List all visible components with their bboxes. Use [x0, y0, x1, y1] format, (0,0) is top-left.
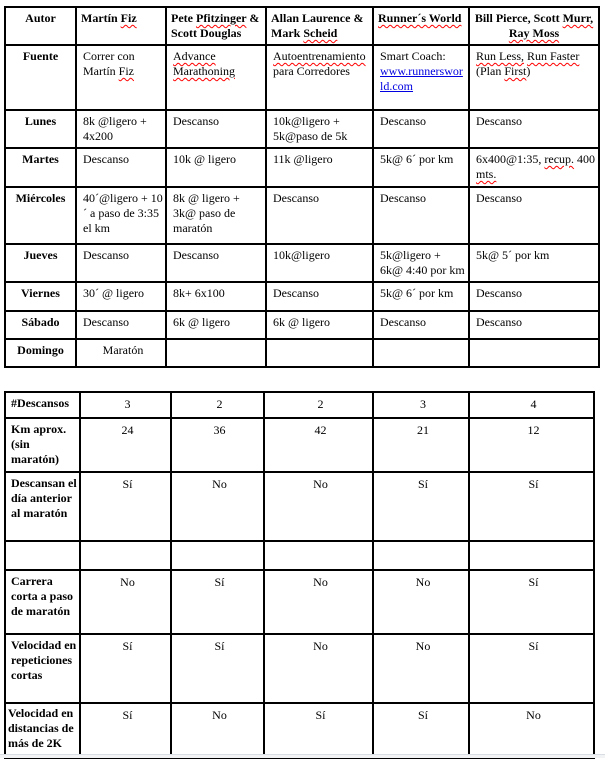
cell: [166, 110, 266, 148]
text-segment: Descanso: [380, 114, 426, 128]
cell: [373, 187, 469, 244]
text-segment: Sí: [122, 477, 133, 491]
misspelled-text: Pfitzinger: [195, 11, 247, 25]
cell: [373, 472, 469, 541]
text-segment: 5k@ 6´ por km: [380, 152, 454, 166]
text-segment: Descanso: [83, 248, 129, 262]
row-label: Miércoles: [5, 187, 76, 244]
cell: [266, 110, 373, 148]
cell: [76, 187, 166, 244]
text-segment: Descanso: [380, 191, 426, 205]
cell: [469, 187, 599, 244]
text-segment: Smart Coach:: [380, 49, 446, 63]
misspelled-text: Runner´s World: [378, 11, 462, 25]
cell: [469, 311, 599, 339]
summary-row-velocidad-en-repeticiones-cortas: [5, 634, 594, 703]
cell: [373, 392, 469, 418]
row-label: Velocidad en repeticiones cortas: [5, 634, 80, 703]
cell: [266, 7, 373, 45]
cell: [469, 634, 594, 703]
text-segment: Sí: [214, 575, 225, 589]
cell: [166, 45, 266, 110]
text-segment: Martín: [81, 11, 121, 25]
cell: [373, 282, 469, 311]
text-segment: Sí: [417, 477, 428, 491]
text-segment: ): [526, 64, 531, 78]
cell: [166, 339, 266, 367]
cell: [469, 45, 599, 110]
row-label: Jueves: [5, 244, 76, 282]
text-segment: Descanso: [83, 315, 129, 329]
text-segment: 36: [213, 423, 226, 437]
text-segment: 2: [317, 397, 324, 411]
cell: [469, 7, 599, 45]
cell: [171, 570, 264, 634]
cell: [373, 339, 469, 367]
cell: [469, 110, 599, 148]
text-segment: (Plan: [476, 64, 505, 78]
cell: [373, 244, 469, 282]
text-segment: 8k @ ligero + 3k@ paso de maratón: [173, 191, 240, 235]
text-segment: Descanso: [273, 286, 319, 300]
misspelled-text: Autoentrenamiento: [273, 49, 366, 63]
text-segment: 12: [527, 423, 540, 437]
cell: [80, 472, 171, 541]
cell: [469, 244, 599, 282]
text-segment: 2: [216, 397, 223, 411]
cell: [373, 418, 469, 472]
cell: [171, 634, 264, 703]
row-label: Domingo: [5, 339, 76, 367]
cell: [266, 187, 373, 244]
plan-row-autor: [5, 7, 599, 45]
text-segment: 5k@ 5´ por km: [476, 248, 550, 262]
cell: [469, 282, 599, 311]
cell: [266, 244, 373, 282]
text-segment: Sí: [122, 708, 133, 722]
text-segment: 11k @ligero: [273, 152, 333, 166]
misspelled-text: Advance Marathoning: [173, 49, 235, 78]
misspelled-text: recup.: [544, 152, 575, 166]
text-segment: No: [313, 639, 328, 653]
summary-row-km-aprox-sin-maraton: [5, 418, 594, 472]
misspelled-text: Scheid: [303, 26, 338, 40]
cell: [171, 418, 264, 472]
cell: [264, 541, 373, 570]
cell: [469, 570, 594, 634]
row-label: Lunes: [5, 110, 76, 148]
text-segment: 6x400@1:35,: [476, 152, 545, 166]
cell: [266, 45, 373, 110]
text-segment: Sí: [315, 708, 326, 722]
text-segment: No: [415, 639, 431, 653]
text-segment: Descanso: [476, 315, 522, 329]
cell: [171, 541, 264, 570]
cell: [76, 339, 166, 367]
cell: [373, 311, 469, 339]
misspelled-text: Run Less,: [476, 49, 524, 63]
cell: [171, 472, 264, 541]
training-plans-table: [4, 6, 600, 368]
text-segment: Descanso: [476, 286, 522, 300]
window-edge: [0, 754, 605, 758]
row-label: Autor: [5, 7, 76, 45]
text-segment: No: [120, 575, 135, 589]
text-segment: Descanso: [380, 315, 426, 329]
row-label: Carrera corta a paso de maratón: [5, 570, 80, 634]
row-label: Viernes: [5, 282, 76, 311]
text-segment: Descanso: [173, 114, 219, 128]
misspelled-text: Fiz: [120, 11, 137, 25]
text-segment: No: [313, 477, 328, 491]
text-segment: No: [212, 708, 227, 722]
cell: [469, 148, 599, 187]
text-segment: 24: [121, 423, 134, 437]
cell: [76, 45, 166, 110]
cell: [166, 187, 266, 244]
text-segment: 6k @ ligero: [173, 315, 231, 329]
text-segment: Pete: [171, 11, 196, 25]
cell: [373, 45, 469, 110]
text-segment: Sí: [528, 477, 539, 491]
misspelled-text: Murr,: [562, 11, 594, 25]
cell: [469, 418, 594, 472]
cell: [373, 110, 469, 148]
summary-row-velocidad-en-distancias-de-mas-de-2k: [5, 703, 594, 758]
misspelled-text: Run Faster: [527, 49, 580, 63]
cell: [76, 282, 166, 311]
text-segment: 5k@ligero + 6k@ 4:40 por km: [380, 248, 465, 277]
cell: [171, 392, 264, 418]
cell: [80, 634, 171, 703]
text-segment: 40´@ligero + 10´ a paso de 3:35 el km: [83, 191, 163, 235]
text-segment: 8k+ 6x100: [173, 286, 225, 300]
text-segment: Descanso: [476, 191, 522, 205]
row-label: Km aprox. (sin maratón): [5, 418, 80, 472]
cell: [373, 541, 469, 570]
plan-row-sabado: [5, 311, 599, 339]
cell: [469, 703, 594, 758]
cell: [469, 392, 594, 418]
text-segment: 6k @ ligero: [273, 315, 331, 329]
text-segment: 8k @ligero + 4x200: [83, 114, 147, 143]
cell: [373, 148, 469, 187]
plan-row-viernes: [5, 282, 599, 311]
text-segment: 10k@ligero + 5k@paso de 5k: [273, 114, 348, 143]
plan-row-jueves: [5, 244, 599, 282]
text-segment: Sí: [122, 639, 133, 653]
cell: [166, 148, 266, 187]
cell: [76, 148, 166, 187]
plan-row-domingo: [5, 339, 599, 367]
cell: [166, 282, 266, 311]
text-segment: Sí: [417, 708, 428, 722]
text-segment: 3: [420, 397, 426, 411]
plan-row-lunes: [5, 110, 599, 148]
misspelled-text: Ray Moss: [508, 26, 560, 40]
row-label: Sábado: [5, 311, 76, 339]
text-segment: No: [526, 708, 541, 722]
cell: [264, 418, 373, 472]
text-segment: Descanso: [476, 114, 522, 128]
cell: [166, 311, 266, 339]
plan-comparison-table: [4, 391, 595, 759]
text-segment: para Corredores: [273, 64, 350, 78]
cell: [469, 541, 594, 570]
text-segment: Descanso: [273, 191, 319, 205]
cell: [264, 703, 373, 758]
row-label: Fuente: [5, 45, 76, 110]
cell: [266, 282, 373, 311]
cell: [76, 311, 166, 339]
summary-row-descansos: [5, 392, 594, 418]
text-segment: 21: [417, 423, 429, 437]
summary-row-carrera-corta-a-paso-de-maraton: [5, 570, 594, 634]
cell: [373, 703, 469, 758]
cell: [166, 7, 266, 45]
runnersworld-link[interactable]: www.runnersworld.com: [380, 64, 463, 93]
cell: [171, 703, 264, 758]
cell: [264, 392, 373, 418]
text-segment: 42: [314, 423, 327, 437]
cell: [264, 570, 373, 634]
plan-row-miercoles: [5, 187, 599, 244]
text-segment: 5k@ 6´ por km: [380, 286, 454, 300]
row-label: Velocidad en distancias de más de 2K: [5, 703, 80, 758]
cell: [80, 541, 171, 570]
text-segment: Bill Pierce, Scott: [474, 11, 563, 25]
text-segment: No: [212, 477, 227, 491]
misspelled-text: First: [504, 64, 527, 78]
cell: [373, 7, 469, 45]
cell: [373, 570, 469, 634]
row-label: Descansan el día anterior al maratón: [5, 472, 80, 541]
text-segment: & Scott Douglas: [171, 11, 260, 40]
cell: [76, 244, 166, 282]
text-segment: 10k @ ligero: [173, 152, 237, 166]
text-segment: 30´ @ ligero: [83, 286, 145, 300]
row-label: Martes: [5, 148, 76, 187]
text-segment: 4: [530, 397, 537, 411]
cell: [80, 392, 171, 418]
cell: [469, 472, 594, 541]
cell: [264, 472, 373, 541]
row-label: [5, 541, 80, 570]
text-segment: Sí: [528, 639, 539, 653]
summary-row-descansan-el-dia-anterior-al-maraton: [5, 472, 594, 541]
row-label: #Descansos: [5, 392, 80, 418]
text-segment: Sí: [528, 575, 539, 589]
text-segment: Descanso: [173, 248, 219, 262]
misspelled-text: Fiz: [118, 64, 135, 78]
cell: [80, 418, 171, 472]
cell: [80, 570, 171, 634]
text-segment: Maratón: [102, 343, 144, 357]
cell: [266, 339, 373, 367]
text-segment: Correr con Martín: [83, 49, 135, 78]
cell: [76, 7, 166, 45]
text-segment: Sí: [214, 639, 225, 653]
text-segment: Allan Laurence & Mark: [271, 11, 364, 40]
cell: [76, 110, 166, 148]
plan-row-fuente: [5, 45, 599, 110]
text-segment: No: [415, 575, 431, 589]
cell: [264, 634, 373, 703]
text-segment: No: [313, 575, 328, 589]
cell: [266, 148, 373, 187]
cell: [469, 339, 599, 367]
text-segment: 3: [124, 397, 131, 411]
summary-row-empty: [5, 541, 594, 570]
text-segment: 400: [574, 152, 596, 166]
text-segment: Descanso: [83, 152, 129, 166]
cell: [373, 634, 469, 703]
cell: [80, 703, 171, 758]
text-segment: 10k@ligero: [273, 248, 331, 262]
misspelled-text: mts.: [476, 167, 497, 181]
plan-row-martes: [5, 148, 599, 187]
cell: [266, 311, 373, 339]
cell: [166, 244, 266, 282]
